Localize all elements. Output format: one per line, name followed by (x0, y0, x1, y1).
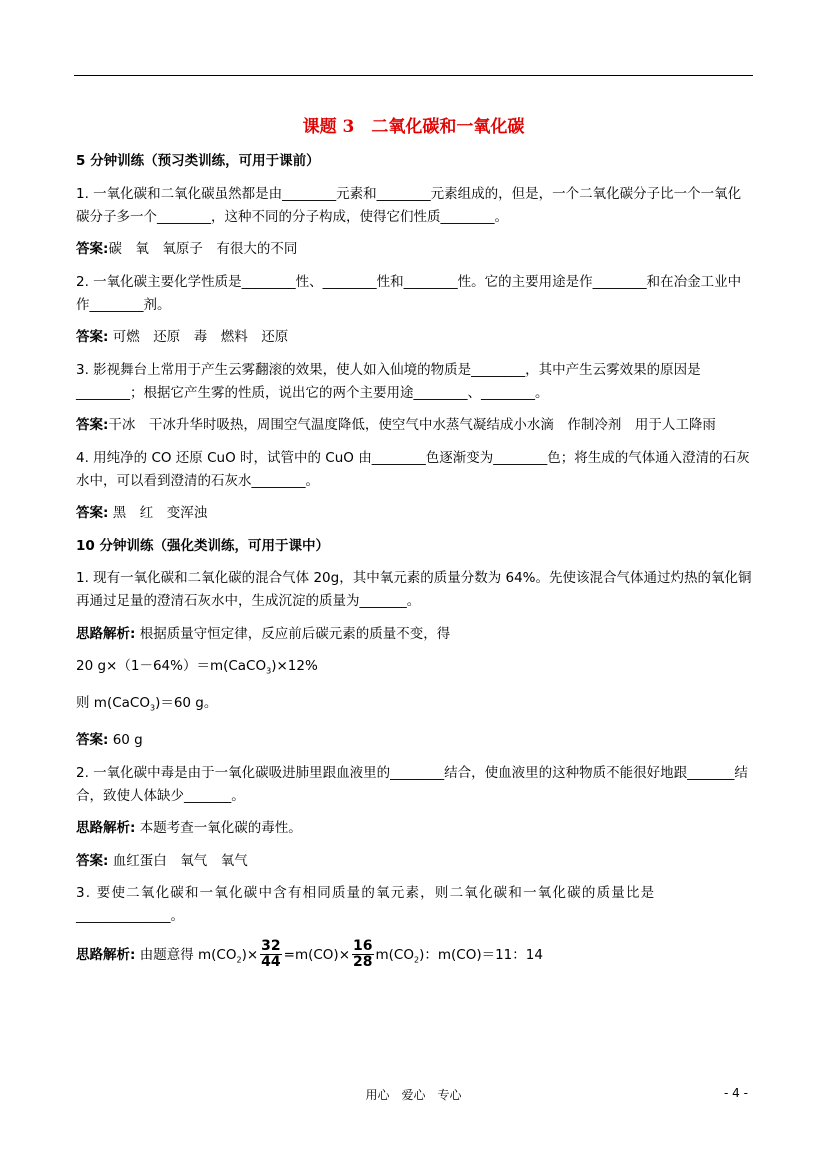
equation-part: )× (241, 946, 259, 963)
analysis-label: 思路解析: (76, 946, 136, 963)
answer-2-2 (76, 850, 752, 873)
subscript: 3 (266, 666, 272, 676)
answer-text: 血红蛋白 氧气 氧气 (108, 852, 248, 869)
answer-text: 碳 氧 氧原子 有很大的不同 (108, 241, 298, 257)
answer-text: 黑 红 变浑浊 (108, 505, 208, 521)
analysis-2-1 (76, 623, 752, 646)
answer-label: 答案: (76, 417, 109, 433)
answer-text: 干冰 干冰升华时吸热，周围空气温度降低，使空气中水蒸气凝结成小水滴 作制冷剂 用于人工降雨 (108, 417, 716, 433)
answer-1-4 (76, 502, 752, 525)
question-2-2: 2. 一氧化碳中毒是由于一氧化碳吸进肺里跟血液里的________结合，使血液里的这种物质不能很好地跟_______结合，致使人体缺少_______。 (76, 764, 748, 804)
answer-label: 答案: (76, 241, 109, 257)
analysis-label: 思路解析: (76, 820, 136, 837)
equation-part: )：m(CO)＝11：14 (419, 946, 543, 963)
answer-label: 答案: (76, 329, 109, 345)
answer-text: 可燃 还原 毒 燃料 还原 (108, 329, 289, 345)
answer-1-1 (76, 238, 752, 261)
subscript: 2 (236, 955, 242, 965)
question-text: 3. 要使二氧化碳和一氧化碳中含有相同质量的氧元素，则二氧化碳和一氧化碳的质量比是 (76, 885, 656, 902)
analysis-label: 思路解析: (76, 625, 136, 642)
fraction-16-28 (352, 939, 373, 970)
section-heading-10min: 10 分钟训练（强化类训练，可用于课中） (76, 537, 329, 554)
equation-part: 20 g×（1－64%）＝m(CaCO (76, 658, 267, 674)
answer-text: 60 g (108, 732, 143, 749)
question-2-3 (76, 882, 752, 928)
question-1-2: 2. 一氧化碳主要化学性质是________性、________性和________性。它的主要用途是作________和在冶金工业中作________剂。 (76, 273, 742, 313)
subscript: 2 (413, 955, 420, 965)
answer-blank: ______________。 (76, 908, 184, 925)
answer-2-1 (76, 729, 752, 752)
analysis-text: 根据质量守恒定律，反应前后碳元素的质量不变，得 (135, 625, 451, 642)
fraction-denominator: 28 (353, 954, 373, 971)
fraction-numerator: 16 (353, 938, 373, 955)
section-heading-5min: 5 分钟训练（预习类训练，可用于课前） (76, 153, 320, 169)
header-rule (74, 75, 753, 76)
equation-part: m(CO (375, 946, 414, 963)
equation-2-1-b (76, 692, 752, 720)
document-body (76, 150, 752, 987)
equation-2-1-a (76, 655, 752, 683)
equation-part: )×12% (271, 658, 318, 674)
fraction-32-44 (260, 939, 281, 970)
answer-label: 答案: (76, 505, 109, 521)
footer-text: 用心 爱心 专心 (365, 1088, 462, 1102)
analysis-2-2 (76, 817, 752, 840)
subscript: 3 (149, 703, 156, 713)
answer-label: 答案: (76, 732, 109, 749)
question-2-1: 1. 现有一氧化碳和二氧化碳的混合气体 20g，其中氧元素的质量分数为 64%。先使该混合气体通过灼热的氧化铜再通过足量的澄清石灰水中，生成沉淀的质量为_______。 (76, 570, 752, 609)
answer-1-3 (76, 414, 752, 437)
fraction-numerator: 32 (261, 938, 281, 955)
answer-1-2 (76, 326, 752, 349)
equation-part: =m(CO)× (283, 946, 351, 963)
analysis-text: 本题考查一氧化碳的毒性。 (135, 820, 302, 837)
equation-part: 则 m(CaCO (76, 695, 150, 712)
analysis-text: 由题意得 m(CO (135, 946, 237, 963)
question-1-3: 3. 影视舞台上常用于产生云雾翻滚的效果，使人如入仙境的物质是________，其中产生云雾效果的原因是________；根据它产生雾的性质，说出它的两个主要用途________、________。 (76, 361, 701, 401)
answer-label: 答案: (76, 852, 109, 869)
fraction-denominator: 44 (261, 954, 281, 971)
page-number: - 4 - (724, 1086, 748, 1100)
question-1-1: 1. 一氧化碳和二氧化碳虽然都是由________元素和________元素组成的，但是，一个二氧化碳分子比一个一氧化碳分子多一个________，这种不同的分子构成，使得它们性质________。 (76, 185, 742, 225)
equation-part: )＝60 g。 (155, 695, 218, 712)
question-1-4: 4. 用纯净的 CO 还原 CuO 时，试管中的 CuO 由________色逐渐变为________色；将生成的气体通入澄清的石灰水中，可以看到澄清的石灰水________。 (76, 449, 750, 489)
page-title: 课题 3 二氧化碳和一氧化碳 (302, 117, 525, 137)
analysis-2-3 (76, 938, 752, 978)
